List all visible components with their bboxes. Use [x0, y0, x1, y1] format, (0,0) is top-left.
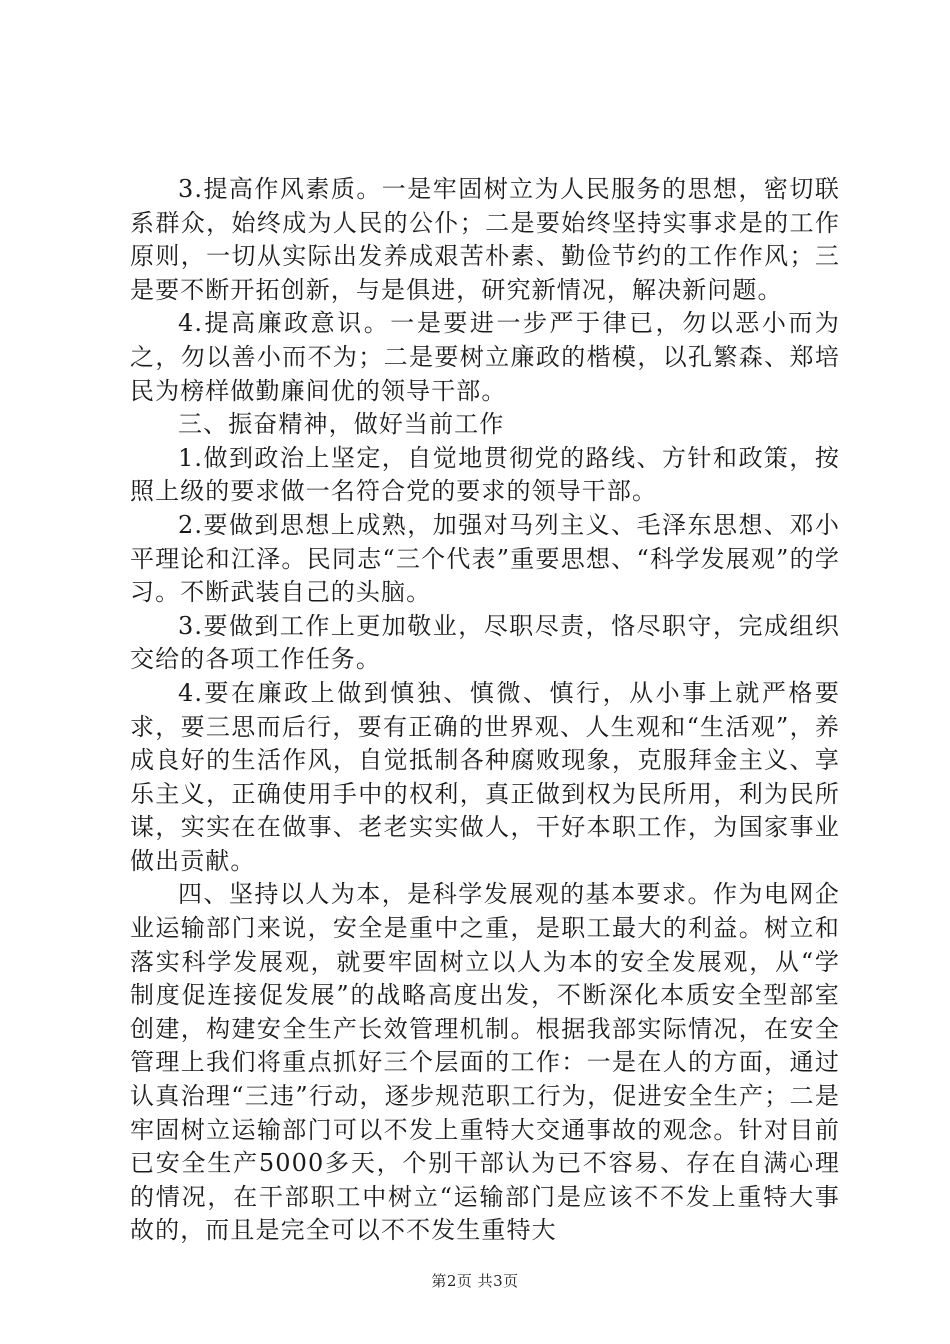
page-footer: 第2页 共3页 [431, 1272, 519, 1290]
paragraph-political-firmness: 1.做到政治上坚定，自觉地贯彻党的路线、方针和政策，按照上级的要求做一名符合党的要求的领导干部。 [130, 443, 840, 506]
paragraph-work-dedication: 3.要做到工作上更加敬业，尽职尽责，恪尽职守，完成组织交给的各项工作任务。 [130, 611, 840, 674]
paragraph-integrity-awareness: 4.提高廉政意识。一是要进一步严于律已，勿以恶小而为之，勿以善小而不为；二是要树立廉政的楷模，以孔繁森、郑培民为榜样做勤廉间优的领导干部。 [130, 309, 840, 405]
paragraph-ideological-maturity: 2.要做到思想上成熟，加强对马列主义、毛泽东思想、邓小平理论和江泽。民同志“三个代表”重要思想、“科学发展观”的学习。不断武装自己的头脑。 [130, 510, 840, 607]
document-body [130, 173, 840, 1248]
section-heading-three: 三、振奋精神，做好当前工作 [178, 410, 505, 439]
section-four-paragraph: 四、坚持以人为本，是科学发展观的基本要求。作为电网企业运输部门来说，安全是重中之重，是职工最大的利益。树立和落实科学发展观，就要牢固树立以人为本的安全发展观，从“学制度促连接促发展”的战略高度出发，不断深化本质安全型部室创建，构建安全生产长效管理机制。根据我部实际情况，在安全管理上我们将重点抓好三个层面的工作：一是在人的方面，通过认真治理“三违”行动，逐步规范职工行为，促进安全生产；二是牢固树立运输部门可以不发上重特大交通事故的观念。针对目前已安全生产5000多天，个别干部认为已不容易、存在自满心理的情况，在干部职工中树立“运输部门是应该不不发上重特大事故的，而且是完全可以不不发生重特大 [130, 880, 840, 1245]
paragraph-clean-governance: 4.要在廉政上做到慎独、慎微、慎行，从小事上就严格要求，要三思而后行，要有正确的世界观、人生观和“生活观”，养成良好的生活作风，自觉抵制各种腐败现象，克服拜金主义、享乐主义，正确使用手中的权利，真正做到权为民所用，利为民所谋，实实在在做事、老老实实做人，干好本职工作，为国家事业做出贡献。 [130, 678, 840, 875]
paragraph-work-style: 3.提高作风素质。一是牢固树立为人民服务的思想，密切联系群众，始终成为人民的公仆；二是要始终坚持实事求是的工作原则，一切从实际出发养成艰苦朴素、勤俭节约的工作作风；三是要不断开拓创新，与是俱进，研究新情况，解决新问题。 [130, 175, 840, 304]
